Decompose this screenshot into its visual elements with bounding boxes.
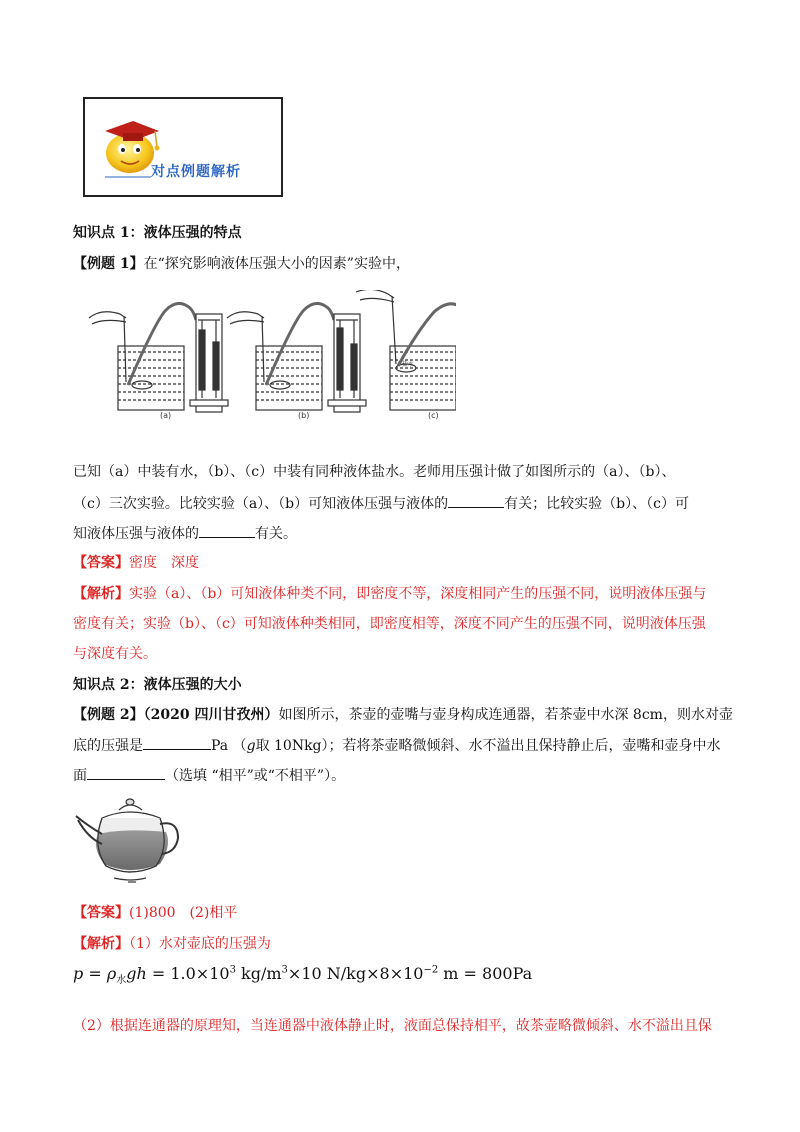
answer-1 [73,553,199,573]
experiment-a [89,303,228,412]
formula-p: p [73,964,84,983]
example-1-para-line-1: 已知（a）中装有水，（b）、（c）中装有同种液体盐水。老师用压强计做了如图所示的（a）、（b）、 [73,464,676,480]
text-segment: 有关；比较实验（b）、（c）可 [504,496,689,512]
answer-2 [73,903,237,923]
formula-rho-sub: 水 [116,975,127,987]
knowledge-point-1-heading: 知识点 1：液体压强的特点 [73,225,242,241]
example-1-label: 【例题 1】 [73,256,144,272]
example-1-para-line-3 [73,523,297,544]
answer-label: 【答案】 [73,555,129,571]
analysis-2-line-1 [73,934,271,954]
formula-exp-3: −2 [423,964,439,976]
analysis-label: 【解析】 [73,586,129,602]
example-2-label: 【例题 2】 [73,707,144,723]
analysis-1-line-3: 与深度有关。 [73,646,157,662]
text-segment: 有关。 [255,526,297,542]
analysis-1-line-2: 密度有关；实验（b）、（c）可知液体种类相同，即密度相等，深度不同产生的压强不同，说明液体压强 [73,616,706,632]
example-1-text: 在“探究影响液体压强大小的因素”实验中， [143,256,410,272]
text-segment: （选填 “相平”或“不相平”）。 [165,768,346,784]
example-2-line-2 [73,735,721,756]
blank-2 [199,523,255,538]
figure-label-a: (a) [160,411,172,420]
example-2-text: 如图所示，茶壶的壶嘴与壶身构成连通器，若茶壶中水深 8cm，则水对壶 [278,707,733,723]
section-banner [83,97,283,197]
example-1-line [73,254,410,274]
figure-label-b: (b) [298,411,310,420]
formula-unit-1: kg/m [241,964,282,983]
analysis-2-line-2: （2）根据连通器的原理知，当连通器中液体静止时，液面总保持相平，故茶壶略微倾斜、水不溢出且保 [73,1018,712,1034]
figure-label-brine: 盐水 [402,361,415,368]
example-2-source: （2020 四川甘孜州） [143,707,279,723]
analysis-text: 实验（a）、（b）可知液体种类不同，即密度不等，深度相同产生的压强不同，说明液体压强与 [129,586,707,602]
answer-label: 【答案】 [73,905,129,921]
experiment-figure [86,290,456,420]
formula-value-2: ×10 N/kg×8×10 [287,964,424,983]
experiment-b [227,303,366,412]
formula-result: m = 800Pa [443,964,533,983]
text-segment: 取 10Nkg）；若将茶壶略微倾斜、水不溢出且保持静止后，壶嘴和壶身中水 [255,738,721,754]
knowledge-point-2-heading: 知识点 2：液体压强的大小 [73,677,242,693]
analysis-1-line-1 [73,584,706,604]
text-segment: 知液体压强与液体的 [73,526,199,542]
analysis-text: （1）水对壶底的压强为 [129,936,271,952]
text-segment: Pa （ [211,738,247,754]
answer-text: 密度 深度 [129,555,199,571]
answer-text: (1)800 (2)相平 [129,905,238,921]
blank-4 [87,765,165,780]
analysis-label: 【解析】 [73,936,129,952]
formula-exp-2: 3 [281,964,288,976]
teapot-figure [74,796,184,886]
formula-value-1: 1.0×10 [170,964,230,983]
banner-title: 对点例题解析 [151,164,241,180]
pressure-formula: $p = \rho_水gh = 1.0\times 10^3$ $kg/m^3\times 10$ $N/kg\times 8\times 10^{-2}$ m = 800Pa [73,964,533,987]
formula-exp-1: 3 [229,964,236,976]
example-2-line-1 [73,705,733,725]
blank-1 [448,493,504,508]
example-1-para-line-2 [73,493,689,514]
formula-gh: gh [126,964,147,983]
experiment-c [356,290,456,412]
text-segment: （c）三次实验。比较实验（a）、（b）可知液体压强与液体的 [73,496,449,512]
example-2-line-3 [73,765,345,786]
text-segment: 面 [73,768,87,784]
blank-3 [143,735,211,750]
figure-label-c: (c) [428,411,439,420]
mascot-icon [85,99,285,199]
formula-rho: ρ [106,964,117,983]
text-segment: 底的压强是 [73,738,143,754]
g-symbol: g [246,738,256,754]
